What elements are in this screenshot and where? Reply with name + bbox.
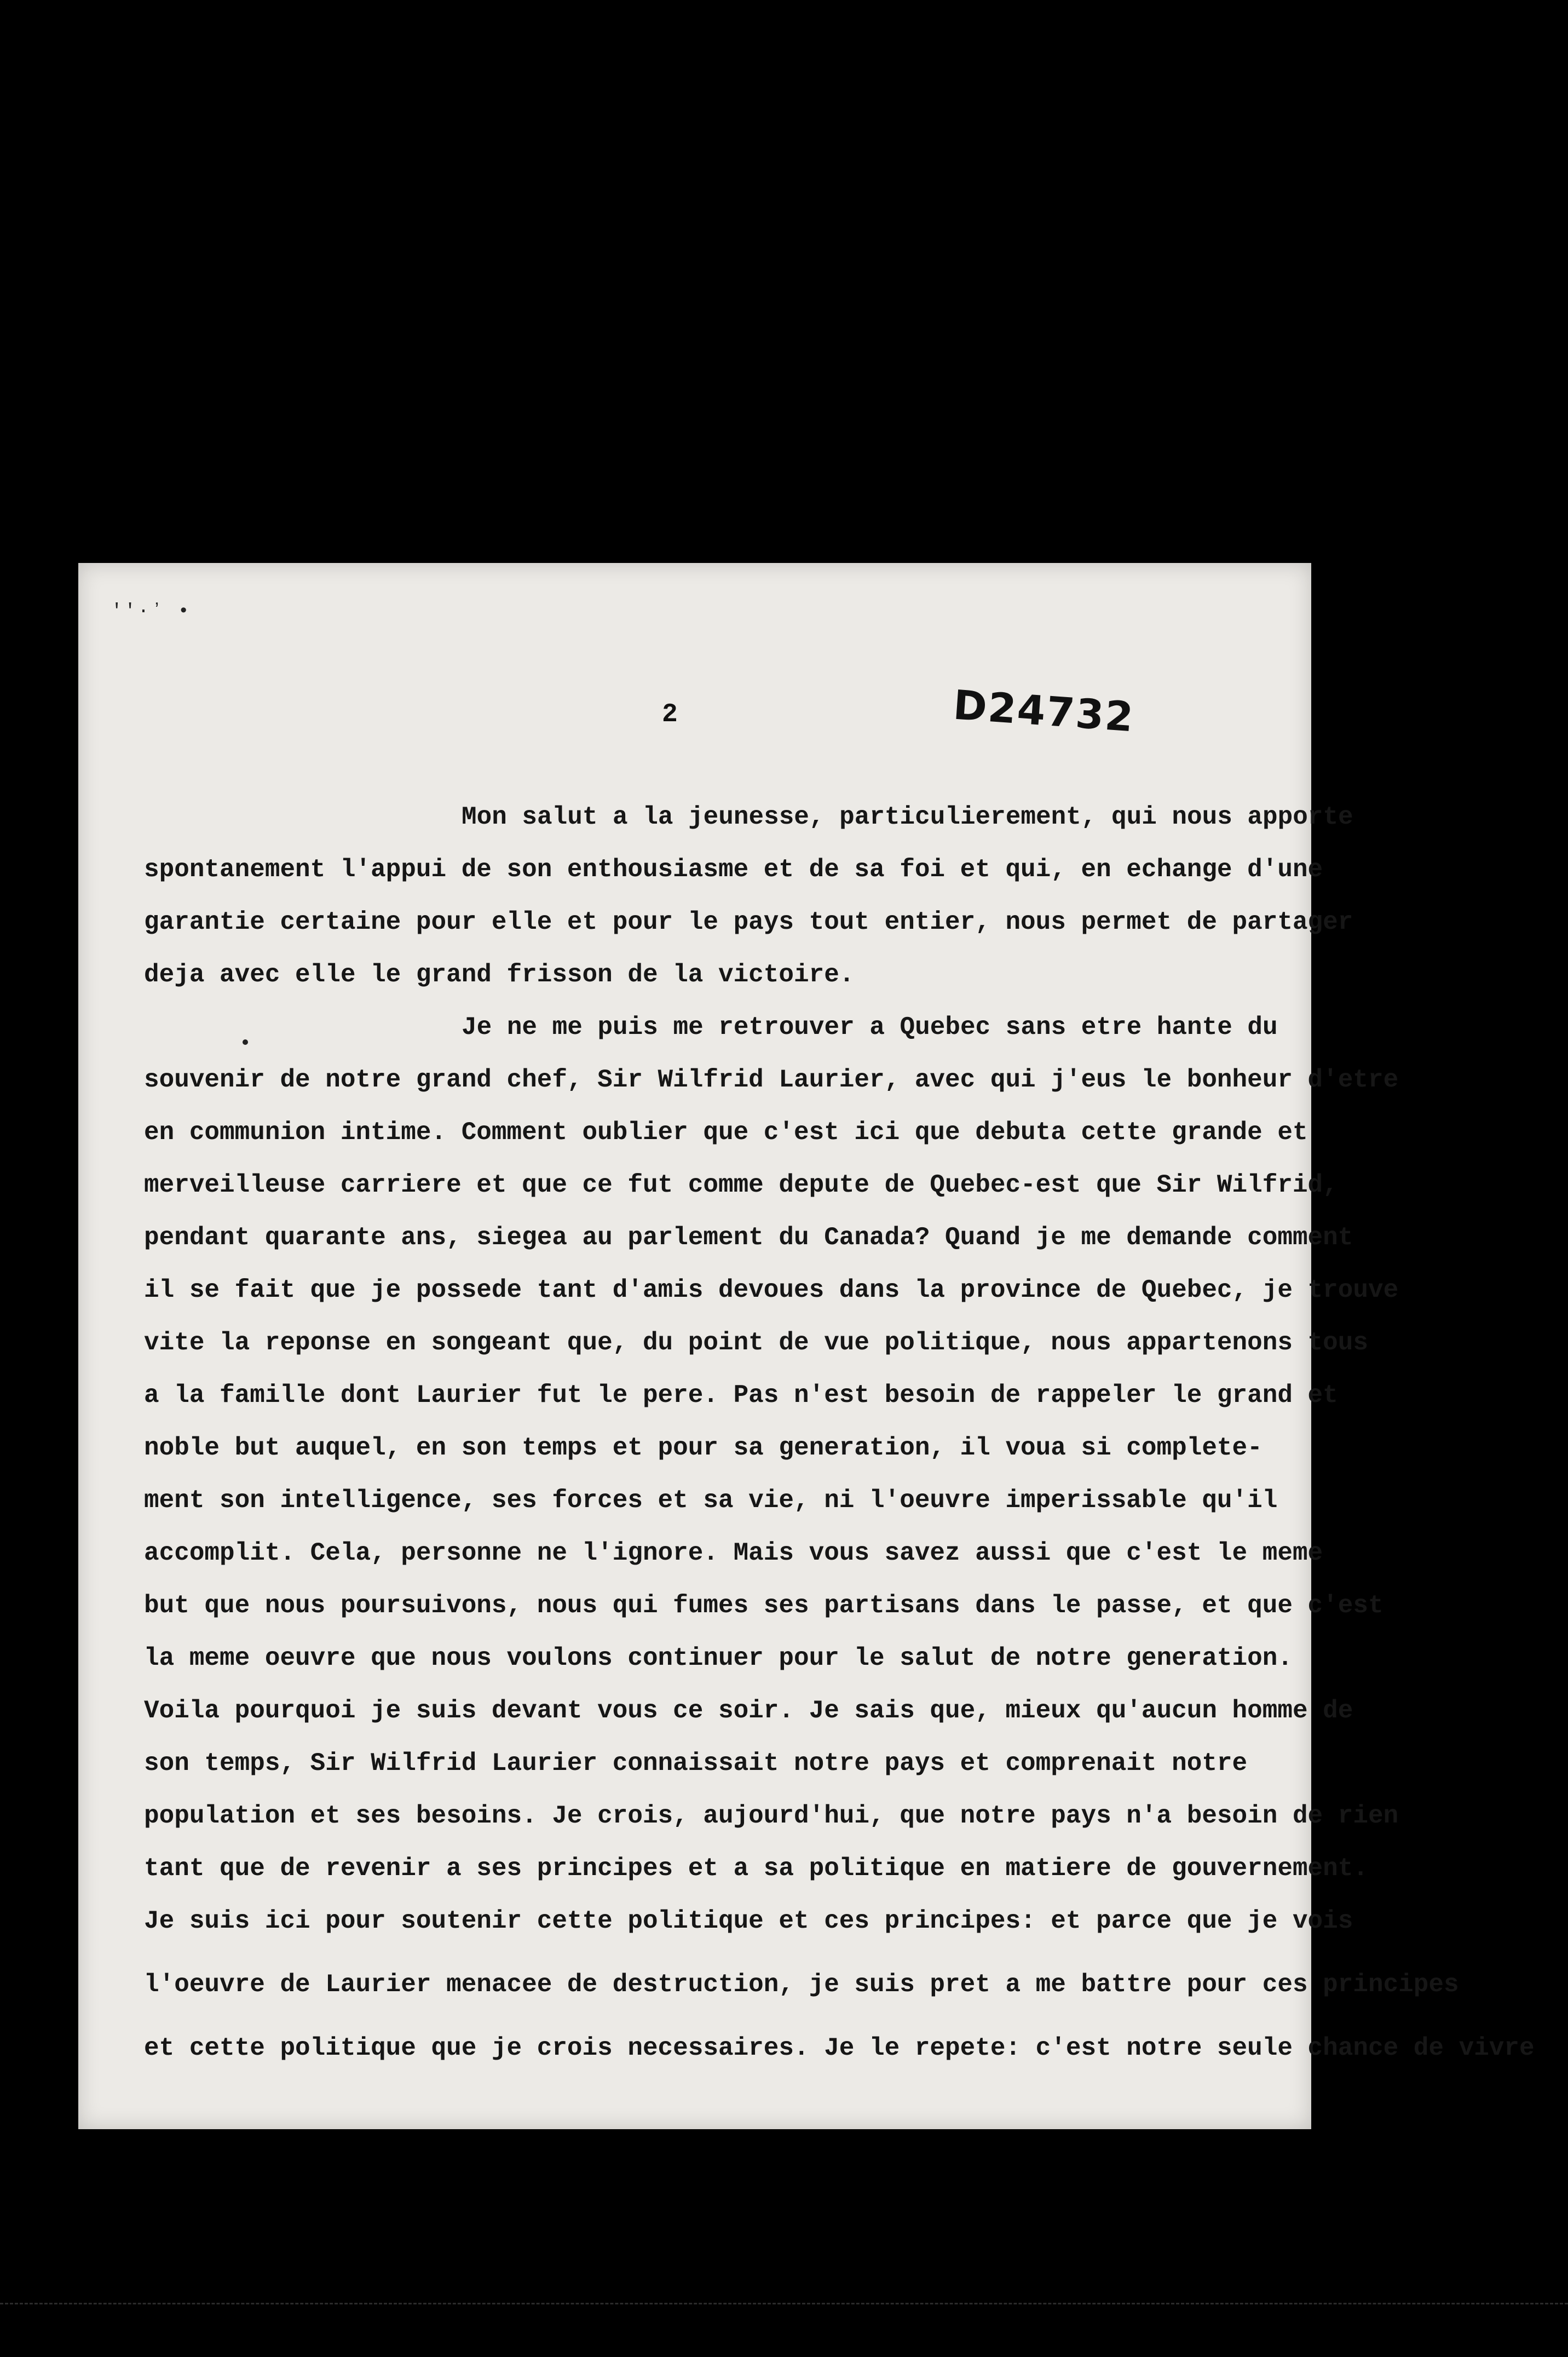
text-line: Mon salut a la jeunesse, particulierement, qui nous apporte: [462, 803, 1353, 831]
text-line: son temps, Sir Wilfrid Laurier connaissait notre pays et comprenait notre: [144, 1749, 1248, 1778]
text-line: Je suis ici pour soutenir cette politique et ces principes: et parce que je vois: [144, 1907, 1353, 1935]
paragraph-laurier: [144, 1001, 1535, 2074]
page-number: 2: [662, 700, 678, 729]
text-line: merveilleuse carriere et que ce fut comme depute de Quebec-est que Sir Wilfrid,: [144, 1171, 1338, 1199]
text-line: ment son intelligence, ses forces et sa vie, ni l'oeuvre imperissable qu'il: [144, 1486, 1278, 1515]
text-line: spontanement l'appui de son enthousiasme et de sa foi et qui, en echange d'une: [144, 855, 1323, 884]
text-line: deja avec elle le grand frisson de la victoire.: [144, 961, 855, 989]
text-line: Voila pourquoi je suis devant vous ce soir. Je sais que, mieux qu'aucun homme de: [144, 1697, 1353, 1725]
text-line: garantie certaine pour elle et pour le pays tout entier, nous permet de partager: [144, 908, 1353, 936]
text-line: vite la reponse en songeant que, du point de vue politique, nous appartenons tous: [144, 1329, 1368, 1357]
text-line: population et ses besoins. Je crois, aujourd'hui, que notre pays n'a besoin de rien: [144, 1802, 1399, 1830]
text-line: tant que de revenir a ses principes et a sa politique en matiere de gouvernement.: [144, 1854, 1368, 1883]
text-line: souvenir de notre grand chef, Sir Wilfrid Laurier, avec qui j'eus le bonheur d'etre: [144, 1066, 1399, 1094]
film-edge-rule: [0, 2303, 1568, 2304]
text-line: la meme oeuvre que nous voulons continuer pour le salut de notre generation.: [144, 1644, 1293, 1672]
text-line: pendant quarante ans, siegea au parlement du Canada? Quand je me demande comment: [144, 1223, 1353, 1252]
text-line: a la famille dont Laurier fut le pere. Pas n'est besoin de rappeler le grand et: [144, 1381, 1338, 1410]
document-page: [78, 563, 1535, 2129]
text-line: et cette politique que je crois necessaires. Je le repete: c'est notre seule chance de vivre: [144, 2034, 1535, 2062]
text-line: Je ne me puis me retrouver a Quebec sans etre hante du: [462, 1013, 1278, 1042]
text-line: noble but auquel, en son temps et pour sa generation, il voua si complete-: [144, 1434, 1263, 1462]
archive-stamp: D24732: [952, 681, 1136, 741]
text-line: but que nous poursuivons, nous qui fumes ses partisans dans le passe, et que c'est: [144, 1591, 1383, 1620]
text-line: en communion intime. Comment oublier que c'est ici que debuta cette grande et: [144, 1118, 1308, 1147]
text-line: l'oeuvre de Laurier menacee de destruction, je suis pret a me battre pour ces principes: [144, 1970, 1459, 1999]
text-line: il se fait que je possede tant d'amis devoues dans la province de Quebec, je trouve: [144, 1276, 1399, 1304]
corner-marks: ′′·ʼ •: [111, 601, 192, 622]
text-line: accomplit. Cela, personne ne l'ignore. Mais vous savez aussi que c'est le meme: [144, 1539, 1323, 1567]
paragraph-salutation: [144, 791, 1353, 1001]
